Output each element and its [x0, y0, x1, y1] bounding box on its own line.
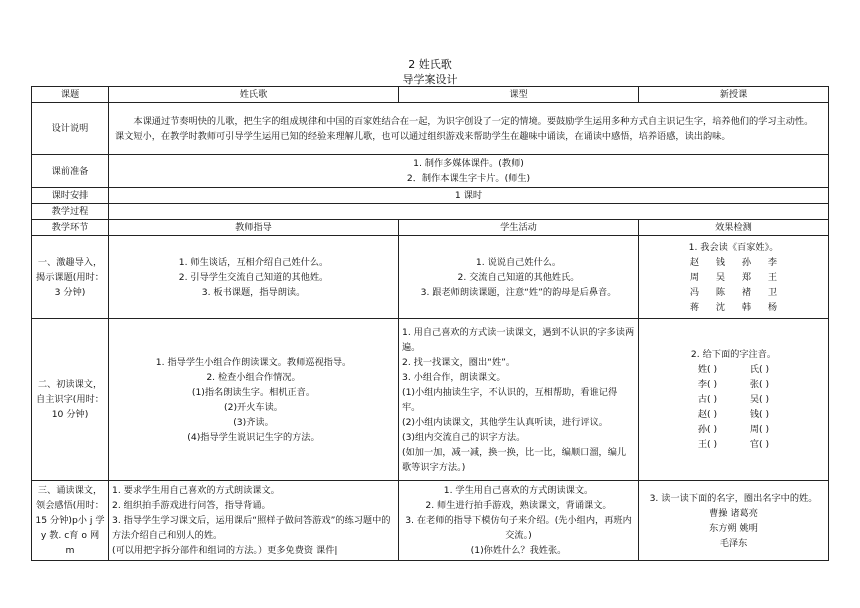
label-process: 教学过程 [32, 204, 109, 220]
list-item: 2. 师生进行拍手游戏，熟读课文，背诵课文。 [425, 500, 612, 511]
table-row [32, 481, 829, 561]
student-activity [399, 319, 639, 481]
table-row [32, 319, 829, 481]
pinyin-blank: 官( ) [749, 439, 770, 450]
effect-title: 3. 读一读下面的名字，圈出名字中的姓。 [649, 492, 818, 504]
teacher-guidance [109, 319, 399, 481]
surname: 褚 [741, 286, 752, 298]
col-teacher: 教师指导 [109, 220, 399, 236]
list-item: 3. 小组合作，朗读课文。 [402, 371, 506, 383]
list-item: 1. 用自己喜欢的方式读一读课文，遇到不认识的字多读两遍。 [402, 326, 635, 353]
list-item: 2. 组织拍手游戏进行问答，指导背诵。 [112, 500, 271, 511]
surname: 沈 [715, 301, 726, 313]
columns-row [32, 220, 829, 236]
label-prep: 课前准备 [32, 155, 109, 188]
schedule-row [32, 188, 829, 204]
surname: 孙 [741, 256, 752, 268]
list-item: (3)齐读。 [233, 416, 274, 428]
list-item: (3)组内交流自己的识字方法。 [402, 431, 526, 443]
list-item: (1)小组内抽读生字，不认识的，互相帮助，看谁记得牢。 [402, 386, 618, 413]
process-row [32, 204, 829, 220]
pinyin-blank: 李( ) [697, 379, 718, 390]
pinyin-grid [642, 362, 825, 452]
label-design: 设计说明 [32, 103, 109, 155]
lesson-plan-table [31, 86, 829, 561]
pinyin-blank: 孙( ) [697, 424, 718, 435]
surname: 卫 [767, 286, 778, 298]
plan-subtitle: 导学案设计 [402, 73, 458, 86]
effect-check [639, 319, 829, 481]
list-item: (4)指导学生说识记生字的方法。 [187, 431, 320, 443]
table-row [32, 236, 829, 319]
surname: 赵 [689, 256, 700, 268]
surname: 吴 [715, 271, 726, 283]
list-item: 2. 引导学生交流自己知道的其他姓。 [178, 271, 329, 283]
surname: 蒋 [689, 301, 700, 313]
list-item: 1. 要求学生用自己喜欢的方式朗读课文。 [112, 485, 280, 496]
effect-check [639, 481, 829, 561]
pinyin-blank: 王( ) [697, 439, 718, 450]
lesson-type-value: 新授课 [639, 87, 829, 103]
lesson-number-title: 2 姓氏歌 [408, 58, 452, 71]
pinyin-blank: 张( ) [749, 379, 770, 390]
effect-title: 1. 我会读《百家姓》。 [688, 241, 779, 253]
effect-check [639, 236, 829, 319]
prep-item: 2．制作本课生字卡片。(师生) [406, 173, 531, 184]
surname: 钱 [715, 256, 726, 268]
label-topic: 课题 [32, 87, 109, 103]
list-item: 3. 在老师的指导下模仿句子来介绍。(先小组内，再班内交流。) [405, 515, 632, 541]
label-lesson-type: 课型 [399, 87, 639, 103]
surname: 李 [767, 256, 778, 268]
pinyin-blank: 周( ) [749, 424, 770, 435]
student-activity [399, 481, 639, 561]
list-item: 2. 检查小组合作情况。 [206, 371, 301, 383]
famous-names: 东方朔 姚明 [709, 522, 758, 534]
list-item: (如加一加，减一减，换一换，比一比，编顺口溜，编儿歌等识字方法。) [402, 446, 627, 473]
surname: 周 [689, 271, 700, 283]
pinyin-blank: 吴( ) [749, 394, 770, 405]
list-item: 3. 指导学生学习课文后，运用课后“照样子做问答游戏”的练习题中的方法介绍自己和别人的姓。 [112, 515, 391, 541]
step-label: 一、激趣导入，揭示课题(用时：3 分钟) [32, 236, 109, 319]
pinyin-blank: 姓( ) [697, 364, 718, 375]
list-item: (2)开火车读。 [224, 401, 283, 413]
famous-names: 毛泽东 [719, 537, 748, 549]
list-item: 2. 找一找课文，圈出“姓”。 [402, 356, 516, 368]
header-row [32, 87, 829, 103]
surname: 冯 [689, 286, 700, 298]
label-schedule: 课时安排 [32, 188, 109, 204]
student-activity [399, 236, 639, 319]
list-item: 1. 学生用自己喜欢的方式朗读课文。 [443, 485, 594, 496]
pinyin-blank: 氏( ) [749, 364, 770, 375]
prep-items [109, 155, 829, 188]
pinyin-blank: 钱( ) [749, 409, 770, 420]
schedule-value: 1 课时 [109, 188, 829, 204]
topic-value: 姓氏歌 [109, 87, 399, 103]
list-item: (1)指名朗读生字。相机正音。 [191, 386, 316, 398]
col-link: 教学环节 [32, 220, 109, 236]
prep-row [32, 155, 829, 188]
list-item: 3. 跟老师朗读课题，注意“姓”的韵母是后鼻音。 [420, 286, 617, 298]
step-label: 三、诵读课文，领会感悟(用时：15 分钟)p小 j 学 y 教. c育 o 网 m [32, 481, 109, 561]
famous-names: 曹操 诸葛亮 [709, 507, 758, 519]
surname: 韩 [741, 301, 752, 313]
design-row [32, 103, 829, 155]
list-item: 2. 交流自己知道的其他姓氏。 [457, 271, 580, 283]
teacher-guidance [109, 481, 399, 561]
list-item: 1. 师生谈话，互相介绍自己姓什么。 [178, 256, 329, 268]
list-item: 1. 说说自己姓什么。 [475, 256, 562, 268]
list-item: 3. 板书课题，指导朗读。 [201, 286, 306, 298]
pinyin-blank: 赵( ) [697, 409, 718, 420]
list-item: (2)小组内读课文，其他学生认真听读，进行评议。 [402, 416, 608, 428]
surname: 王 [767, 271, 778, 283]
pinyin-blank: 古( ) [697, 394, 718, 405]
surname: 郑 [741, 271, 752, 283]
col-student: 学生活动 [399, 220, 639, 236]
teacher-guidance [109, 236, 399, 319]
list-item: (1)你姓什么？我姓张。 [470, 545, 567, 556]
surname-grid [642, 255, 825, 315]
col-effect: 效果检测 [639, 220, 829, 236]
prep-item: 1. 制作多媒体课件。(教师) [413, 158, 524, 169]
design-text: 本课通过节奏明快的儿歌，把生字的组成规律和中国的百家姓结合在一起，为识字创设了一定的情境。要鼓励学生运用多种方式自主识记生字，培养他们的学习主动性。课文短小，在教学时教师可引导学生运用已知的经验来理解儿歌，也可以通过组织游戏来帮助学生在趣味中诵读，在诵读中感悟，培养语感，读出韵味。 [109, 103, 829, 155]
list-item: (可以用把字拆分部件和组词的方法。）更多免费资 课件| [112, 545, 338, 556]
step-label: 二、初读课文，自主识字(用时：10 分钟) [32, 319, 109, 481]
surname: 杨 [767, 301, 778, 313]
surname: 陈 [715, 286, 726, 298]
effect-title: 2. 给下面的字注音。 [690, 349, 777, 360]
list-item: 1. 指导学生小组合作朗读课文。教师巡视指导。 [155, 356, 352, 368]
